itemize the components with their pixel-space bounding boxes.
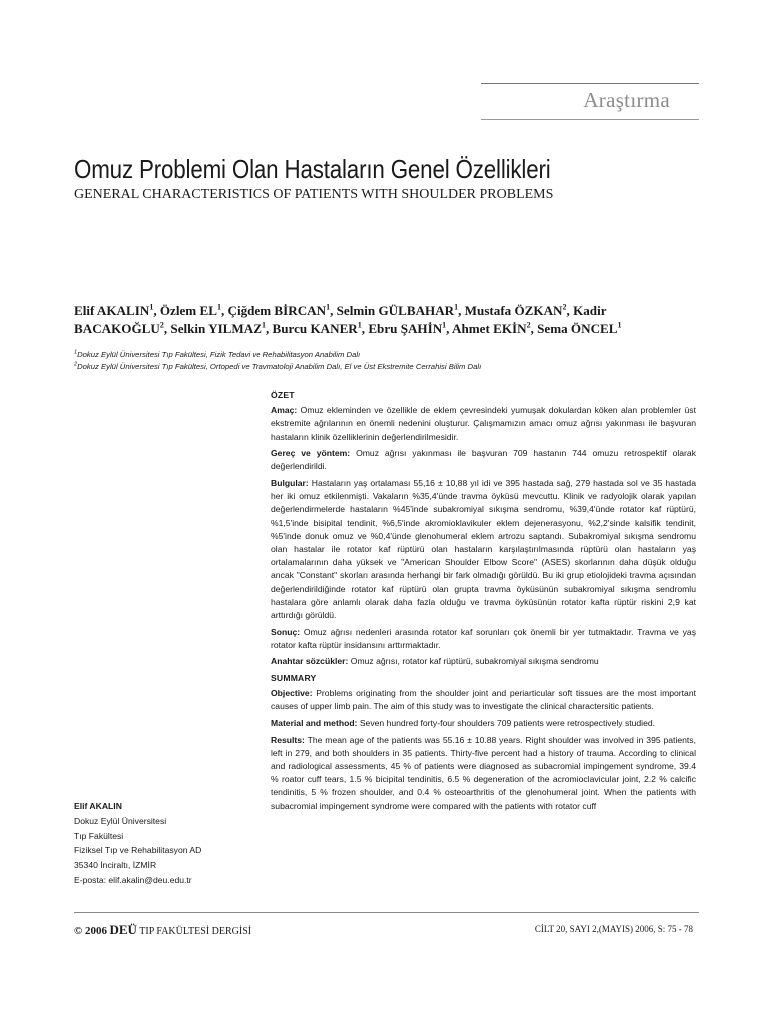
footer-citation: CİLT 20, SAYI 2,(MAYIS) 2006, S: 75 - 78 — [534, 924, 693, 934]
summary-paragraph-text: The mean age of the patients was 55.16 ± 10.88 years. Right shoulder was involved in 395 patients, left in 279, and both shoulders in 35 patients. Thirty-five percent had a history of trauma. According to clinical and radiological assessments, 45 % of patients were diagnosed as subacromial impingement syndrome, 39.4 % roator cuff tears, 1.5 % bicipital tendinitis, 6.5 % degeneration of the acromioclavicular joint, 2.2 % calcific tendinitis, 5 % frozen shoulder, and 0.4 % osteoarthritis of the glenohumeral joint. When the patients with subacromial impingement syndrome were compared with the patients with rotator cuff — [271, 734, 696, 811]
author-separator: , — [566, 303, 574, 318]
author-name: Özlem EL — [159, 303, 217, 318]
affiliation-mark: 1 — [74, 349, 78, 356]
summary-paragraph-text: Seven hundred forty-four shoulders 709 patients were retrospectively studied. — [357, 718, 656, 729]
correspondence-line: Fiziksel Tıp ve Rehabilitasyon AD — [74, 845, 202, 856]
correspondence-line: Dokuz Eylül Üniversitesi — [74, 815, 167, 826]
ozet-paragraph-text: Omuz ağrısı nedenleri arasında rotator kaf sorunları çok önemli bir yer tutmaktadır. Travma ve yaş rotator kafta rüptür insidansını arttırmaktadır. — [271, 626, 696, 650]
author-separator: , — [330, 303, 337, 318]
section-label: Araştırma — [583, 88, 670, 112]
ozet-paragraph-text: Hastaların yaş ortalaması 55,16 ± 10,88 yıl idi ve 395 hastada sağ, 279 hastada sol ve 35 hastada her iki omuz etkilenmişti. Vakaların %35,4'ünde travma öyküsü mevcuttu. Klinik ve radyolojik olarak yapılan değerlendirmelerde hastaların %45'inde subakromiyal sıkışma sendromu, %39,4'ünde rotator kaf rüptürü, %1,5'inde bisipital tendinit, %6,5'inde akromioklavikuler eklem dejenerasyonu, %2,2'sinde kalsifik tendinit, %5'inde donuk omuz ve %0,4'ünde glenohumeral eklem artrozu saptandı. Subakromiyal sıkışma sendromu olan hastalar ile rotator kaf rüptürü olan hastaların karşılaştırılmasında rüptürü olan hastaların yaş ortalamalarının daha yüksek ve "American Shoulder Elbow Score" (ASES) skorlarının daha düşük olduğu ancak "Constant" skorları arasında herhangi bir fark olmadığı görüldü. Bu iki grup etiolojideki travma açısından değerlendirildiğinde rotator kaf rüptürü olan grupta travma öyküsünün subakromiyal sıkışma sendromlu hastalara göre anlamlı olarak daha fazla olduğu ve travma öyküsünün rotator kafta rüptür riskini 2,9 kat arttırdığı görüldü. — [271, 478, 696, 621]
author-name: Sema ÖNCEL — [537, 321, 618, 336]
author-affiliation-mark: 1 — [326, 302, 331, 312]
ozet-paragraph-heading: Sonuç: — [271, 626, 301, 637]
author-separator: , — [446, 321, 452, 336]
summary-paragraph — [271, 717, 696, 730]
summary-paragraph — [271, 734, 696, 813]
correspondence-address — [74, 799, 201, 888]
ozet-paragraph-text: Omuz ekleminden ve özellikle de eklem çevresindeki yumuşak dokulardan köken alan problemler üst ekstremite ağrılarının en önemli nedenini oluşturur. Çalışmamızın amacı omuz ağrısı yakınması ile başvuran hastaların klinik özelliklerinin değerlendirilmesidir. — [271, 405, 696, 442]
author-name: Ebru ŞAHİN — [368, 321, 443, 336]
header-top-rule — [481, 83, 699, 84]
ozet-paragraph-text: Omuz ağrısı yakınması ile başvuran 709 hastanın 744 omuzu retrospektif olarak değerlendirildi. — [271, 448, 696, 472]
author-separator: , — [265, 321, 273, 336]
header-bottom-rule — [481, 119, 699, 120]
summary-paragraph — [271, 687, 696, 713]
article-title-english: GENERAL CHARACTERISTICS OF PATIENTS WITH SHOULDER PROBLEMS — [74, 187, 554, 202]
abstract-column — [271, 389, 696, 816]
ozet-paragraph — [271, 655, 696, 668]
author-name: Mustafa ÖZKAN — [464, 303, 563, 318]
author-affiliation-mark: 2 — [562, 302, 567, 312]
footer-journal — [74, 922, 251, 938]
ozet-paragraph — [271, 477, 696, 622]
author-name: Elif AKALIN — [74, 303, 150, 318]
correspondence-name: Elif AKALIN — [74, 801, 122, 811]
summary-section — [271, 672, 696, 813]
author-affiliation-mark: 1 — [261, 320, 266, 330]
ozet-paragraph-heading: Bulgular: — [271, 478, 309, 488]
summary-paragraph-heading: Results: — [271, 734, 305, 745]
author-name: Çiğdem BİRCAN — [227, 303, 327, 318]
ozet-paragraph — [271, 404, 696, 444]
affiliation-line — [74, 361, 481, 373]
article-title: Omuz Problemi Olan Hastaların Genel Özellikleri — [74, 154, 551, 184]
author-separator: , — [163, 321, 171, 336]
author-affiliation-mark: 1 — [442, 320, 447, 330]
ozet-body — [271, 404, 696, 668]
author-affiliation-mark: 2 — [526, 320, 531, 330]
author-affiliation-mark: 1 — [357, 320, 362, 330]
journal-abbreviation: DEÜ — [109, 922, 137, 937]
author-name: Selmin GÜLBAHAR — [336, 303, 455, 318]
ozet-paragraph — [271, 447, 696, 473]
ozet-paragraph — [271, 626, 696, 652]
affiliation-mark: 2 — [74, 361, 78, 368]
journal-name: TIP FAKÜLTESİ DERGİSİ — [139, 926, 252, 937]
author-name: Selkin YILMAZ — [170, 321, 262, 336]
summary-paragraph-text: Problems originating from the shoulder joint and periarticular soft tissues are the most important causes of upper limb pain. The aim of this study was to investigate the clinical charactersitic patients. — [271, 688, 696, 712]
correspondence-email: E-posta: elif.akalin@deu.edu.tr — [74, 874, 192, 885]
summary-paragraph-heading: Material and method: — [271, 718, 358, 729]
summary-title: SUMMARY — [271, 673, 317, 684]
author-name: Kadir BACAKOĞLU — [74, 303, 607, 336]
footer-copyright: © 2006 — [74, 925, 107, 937]
affiliation-line — [74, 349, 481, 361]
summary-body — [271, 687, 696, 813]
author-separator: , — [458, 303, 465, 318]
author-affiliation-mark: 1 — [216, 302, 221, 312]
author-affiliation-mark: 1 — [149, 302, 154, 312]
ozet-section — [271, 389, 696, 669]
affiliation-text: Dokuz Eylül Üniversitesi Tıp Fakültesi, Ortopedi ve Travmatoloji Anabilim Dalı, El ve Üst Ekstremite Cerrahisi Bilim Dalı — [77, 362, 482, 371]
ozet-paragraph-heading: Amaç: — [271, 405, 298, 416]
author-affiliation-mark: 1 — [454, 302, 459, 312]
correspondence-line: 35340 İnciraltı, İZMİR — [74, 860, 157, 871]
affiliations — [74, 349, 481, 373]
author-separator: , — [153, 303, 160, 318]
author-affiliation-mark: 2 — [159, 320, 164, 330]
affiliation-text: Dokuz Eylül Üniversitesi Tıp Fakültesi, Fizik Tedavi ve Rehabilitasyon Anabilim Dalı — [77, 350, 361, 359]
summary-paragraph-heading: Objective: — [271, 688, 313, 699]
ozet-paragraph-heading: Anahtar sözcükler: — [271, 656, 349, 667]
author-name: Burcu KANER — [272, 321, 358, 336]
author-affiliation-mark: 1 — [617, 320, 622, 330]
ozet-title: ÖZET — [271, 390, 295, 400]
ozet-paragraph-heading: Gereç ve yöntem: — [271, 448, 351, 459]
author-separator: , — [220, 303, 228, 318]
author-list — [74, 302, 699, 338]
author-name: Ahmet EKİN — [452, 321, 527, 336]
author-separator: , — [530, 321, 538, 336]
ozet-paragraph-text: Omuz ağrısı, rotator kaf rüptürü, subakromiyal sıkışma sendromu — [348, 656, 599, 667]
correspondence-line: Tıp Fakültesi — [74, 830, 124, 841]
footer-rule — [74, 912, 699, 913]
author-separator: , — [361, 321, 369, 336]
